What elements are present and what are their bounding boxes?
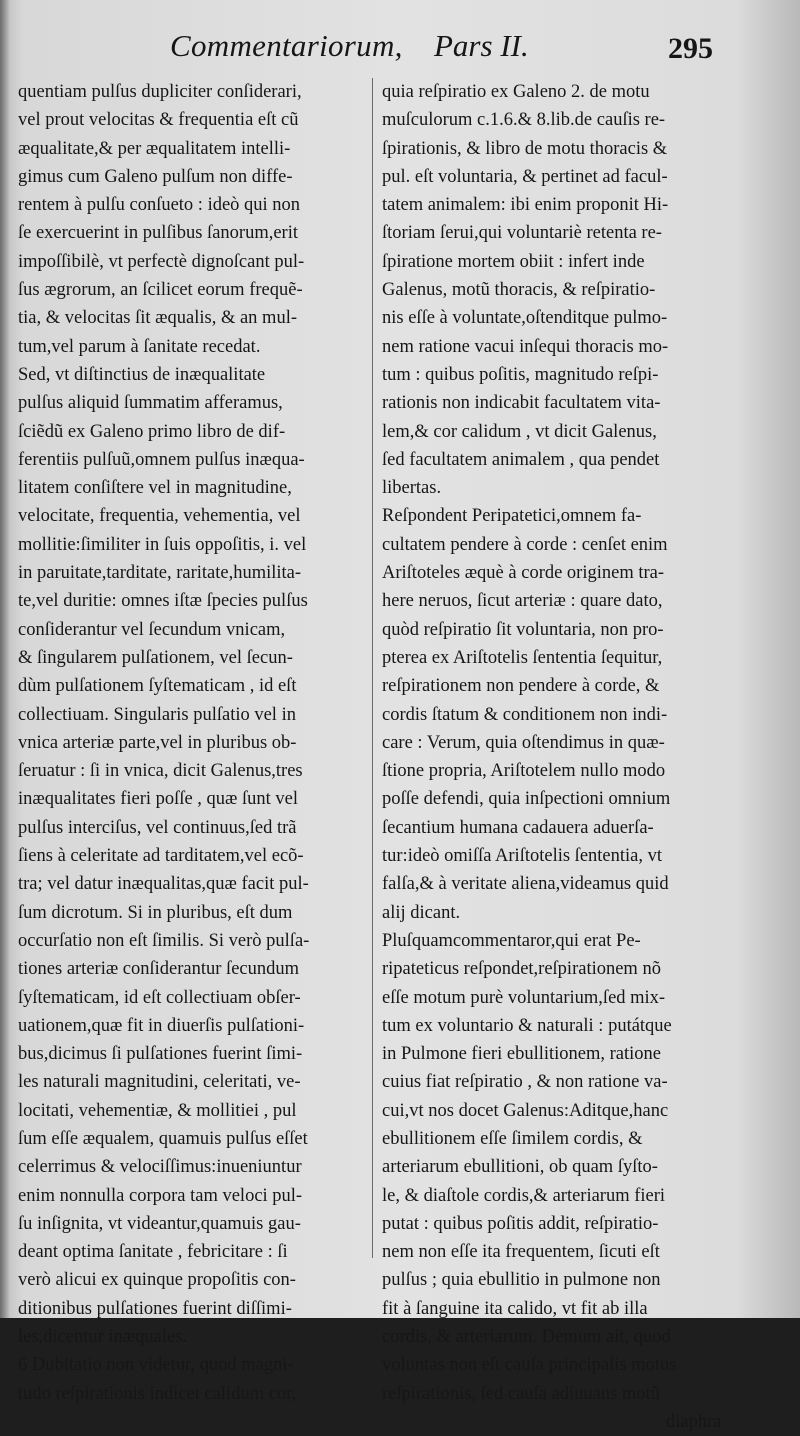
text-line: reſpirationis, ſed cauſa adiuuans motũ bbox=[382, 1383, 660, 1404]
text-line: occurſatio non eſt ſimilis. Si verò pulſa- bbox=[18, 930, 310, 951]
text-line: Pluſquamcommentaror,qui erat Pe- bbox=[382, 930, 641, 951]
text-line: quòd reſpiratio ſit voluntaria, non pro- bbox=[382, 619, 664, 640]
right-column bbox=[382, 78, 736, 1436]
text-line: gimus cum Galeno pulſum non diffe- bbox=[18, 166, 293, 187]
text-line: reſpirationem non pendere à corde, & bbox=[382, 676, 660, 697]
text-line: arteriarum ebullitioni, ob quam ſyſto- bbox=[382, 1157, 658, 1178]
text-line: uationem,quæ fit in diuerſis pulſationi- bbox=[18, 1015, 305, 1036]
text-line: ſpiratione mortem obiit : infert inde bbox=[382, 251, 645, 272]
text-line: cultatem pendere à corde : cenſet enim bbox=[382, 534, 668, 555]
text-line: mollitie:ſimiliter in ſuis oppoſitis, i. vel bbox=[18, 534, 307, 555]
text-line: tia, & velocitas ſit æqualis, & an mul- bbox=[18, 308, 297, 329]
text-line: ſum dicrotum. Si in pluribus, eſt dum bbox=[18, 902, 293, 923]
column-divider bbox=[372, 78, 373, 1258]
text-line: dùm pulſationem ſyſtematicam , id eſt bbox=[18, 676, 297, 697]
text-line: ſecantium humana cadauera aduerſa- bbox=[382, 817, 654, 838]
text-line: celerrimus & velociſſimus:inueniuntur bbox=[18, 1157, 302, 1178]
text-line: cui,vt nos docet Galenus:Aditque,hanc bbox=[382, 1100, 669, 1121]
text-line: lem,& cor calidum , vt dicit Galenus, bbox=[382, 421, 657, 442]
text-line: quia reſpiratio ex Galeno 2. de motu bbox=[382, 82, 650, 102]
text-line: in Pulmone fieri ebullitionem, ratione bbox=[382, 1044, 661, 1065]
text-line: here neruos, ſicut arteriæ : quare dato, bbox=[382, 591, 663, 612]
text-line: & ſingularem pulſationem, vel ſecun- bbox=[18, 647, 293, 668]
text-line: ſyſtematicam, id eſt collectiuam obſer- bbox=[18, 987, 301, 1008]
text-line: nis eſſe à voluntate,oſtenditque pulmo- bbox=[382, 308, 668, 329]
text-line: ſpirationis, & libro de motu thoracis & bbox=[382, 138, 668, 159]
text-line: impoſſibilè, vt perfectè dignoſcant pul- bbox=[18, 251, 305, 272]
text-line: cordis, & arteriarum. Demum ait, quod bbox=[382, 1327, 671, 1348]
text-line: tur:ideò omiſſa Ariſtotelis ſententia, vt bbox=[382, 846, 663, 867]
text-line: fit à ſanguine ita calido, vt fit ab illa bbox=[382, 1298, 648, 1319]
text-line: pulſus ; quia ebullitio in pulmone non bbox=[382, 1270, 661, 1291]
text-line: ſtoriam ſerui,qui voluntariè retenta re- bbox=[382, 223, 662, 244]
text-line: tum,vel parum à ſanitate recedat. bbox=[18, 336, 261, 357]
text-line: ſeruatur : ſi in vnica, dicit Galenus,tres bbox=[18, 761, 303, 782]
text-line: tudo reſpirationis indicet calidum cor, bbox=[18, 1383, 297, 1404]
text-line: Ariſtoteles æquè à corde originem tra- bbox=[382, 563, 665, 584]
text-line: cuius fiat reſpiratio , & non ratione va- bbox=[382, 1072, 668, 1093]
page-spine-shadow bbox=[0, 0, 10, 1318]
text-line: les,dicentur inæquales. bbox=[18, 1327, 188, 1348]
text-line: libertas. bbox=[382, 478, 442, 499]
text-line: enim nonnulla corpora tam veloci pul- bbox=[18, 1185, 303, 1206]
text-line: care : Verum, quia oſtendimus in quæ- bbox=[382, 732, 665, 753]
left-column bbox=[18, 78, 370, 1408]
text-line: Galenus, motũ thoracis, & reſpiratio- bbox=[382, 280, 656, 301]
text-line: velocitate, frequentia, vehementia, vel bbox=[18, 506, 301, 527]
text-line: ſu inſignita, vt videantur,quamuis gau- bbox=[18, 1213, 301, 1234]
text-line: 6 Dubitatio non videtur, quod magni- bbox=[18, 1355, 294, 1376]
text-line: verò alicui ex quinque propoſitis con- bbox=[18, 1270, 296, 1291]
text-line: pulſus interciſus, vel continuus,ſed trã bbox=[18, 817, 297, 838]
text-line: ſed facultatem animalem , qua pendet bbox=[382, 449, 660, 470]
page-number: 295 bbox=[668, 32, 713, 65]
text-line: tum : quibus poſitis, magnitudo reſpi- bbox=[382, 364, 659, 385]
text-line: bus,dicimus ſi pulſationes fuerint ſimi- bbox=[18, 1044, 303, 1065]
text-line: litatem conſiſtere vel in magnitudine, bbox=[18, 478, 292, 499]
text-line: putat : quibus poſitis addit, reſpiratio- bbox=[382, 1213, 659, 1234]
running-title: Commentariorum, bbox=[170, 28, 403, 63]
text-line: nem non eſſe ita frequentem, ſicuti eſt bbox=[382, 1242, 660, 1263]
text-line: voluntas non eſt cauſa principalis motus bbox=[382, 1355, 677, 1376]
text-line: muſculorum c.1.6.& 8.lib.de cauſis re- bbox=[382, 110, 666, 131]
text-line: ſus ægrorum, an ſcilicet eorum frequẽ- bbox=[18, 280, 303, 301]
text-line: ferentiis pulſuũ,omnem pulſus inæqua- bbox=[18, 449, 305, 470]
text-line: æqualitate,& per æqualitatem intelli- bbox=[18, 138, 291, 159]
text-line: quentiam pulſus dupliciter conſiderari, bbox=[18, 82, 302, 102]
text-line: tra; vel datur inæqualitas,quæ facit pul- bbox=[18, 874, 309, 895]
text-line: ſtione propria, Ariſtotelem nullo modo bbox=[382, 761, 666, 782]
text-line: rentem à pulſu conſueto : ideò qui non bbox=[18, 195, 301, 216]
text-line: ripateticus reſpondet,reſpirationem nõ bbox=[382, 959, 661, 980]
text-line: locitati, vehementiæ, & mollitiei , pul bbox=[18, 1100, 297, 1121]
text-line: tatem animalem: ibi enim proponit Hi- bbox=[382, 195, 669, 216]
text-line: deant optima ſanitate , febricitare : ſi bbox=[18, 1242, 288, 1263]
catchword: diaphra bbox=[666, 1411, 722, 1432]
text-line: conſiderantur vel ſecundum vnicam, bbox=[18, 619, 286, 640]
text-line: te,vel duritie: omnes iſtæ ſpecies pulſus bbox=[18, 591, 308, 612]
text-line: ſe exercuerint in pulſibus ſanorum,erit bbox=[18, 223, 298, 244]
text-line: ebullitionem eſſe ſimilem cordis, & bbox=[382, 1128, 643, 1149]
part-label: Pars II. bbox=[434, 28, 529, 63]
text-line: tum ex voluntario & naturali : putátque bbox=[382, 1015, 672, 1036]
text-line: cordis ſtatum & conditionem non indi- bbox=[382, 704, 668, 725]
text-line: vel prout velocitas & frequentia eſt cũ bbox=[18, 110, 299, 131]
text-line: Sed, vt diſtinctius de inæqualitate bbox=[18, 364, 266, 385]
text-line: pulſus aliquid ſummatim afferamus, bbox=[18, 393, 283, 414]
text-line: nem ratione vacui inſequi thoracis mo- bbox=[382, 336, 669, 357]
text-line: falſa,& à veritate aliena,videamus quid bbox=[382, 874, 669, 895]
text-line: collectiuam. Singularis pulſatio vel in bbox=[18, 704, 296, 725]
text-line: pul. eſt voluntaria, & pertinet ad facul- bbox=[382, 166, 668, 187]
text-line: le, & diaſtole cordis,& arteriarum fieri bbox=[382, 1185, 666, 1206]
text-line: inæqualitates fieri poſſe , quæ ſunt vel bbox=[18, 789, 299, 810]
text-line: eſſe motum purè voluntarium,ſed mix- bbox=[382, 987, 666, 1008]
text-line: ſiens à celeritate ad tarditatem,vel ecõ- bbox=[18, 846, 304, 867]
text-line: pterea ex Ariſtotelis ſententia ſequitur, bbox=[382, 647, 663, 668]
text-line: poſſe defendi, quia inſpectioni omnium bbox=[382, 789, 671, 810]
text-line: Reſpondent Peripatetici,omnem fa- bbox=[382, 506, 642, 527]
text-line: ditionibus pulſationes fuerint diſſimi- bbox=[18, 1298, 292, 1319]
text-line: ſciẽdũ ex Galeno primo libro de dif- bbox=[18, 421, 286, 442]
text-line: ſum eſſe æqualem, quamuis pulſus eſſet bbox=[18, 1128, 308, 1149]
text-line: les naturali magnitudini, celeritati, ve- bbox=[18, 1072, 301, 1093]
text-line: vnica arteriæ parte,vel in pluribus ob- bbox=[18, 732, 297, 753]
text-line: alij dicant. bbox=[382, 902, 461, 923]
text-line: in paruitate,tarditate, raritate,humilita- bbox=[18, 563, 302, 584]
text-line: tiones arteriæ conſiderantur ſecundum bbox=[18, 959, 300, 980]
running-header bbox=[0, 0, 800, 80]
text-line: rationis non indicabit facultatem vita- bbox=[382, 393, 661, 414]
